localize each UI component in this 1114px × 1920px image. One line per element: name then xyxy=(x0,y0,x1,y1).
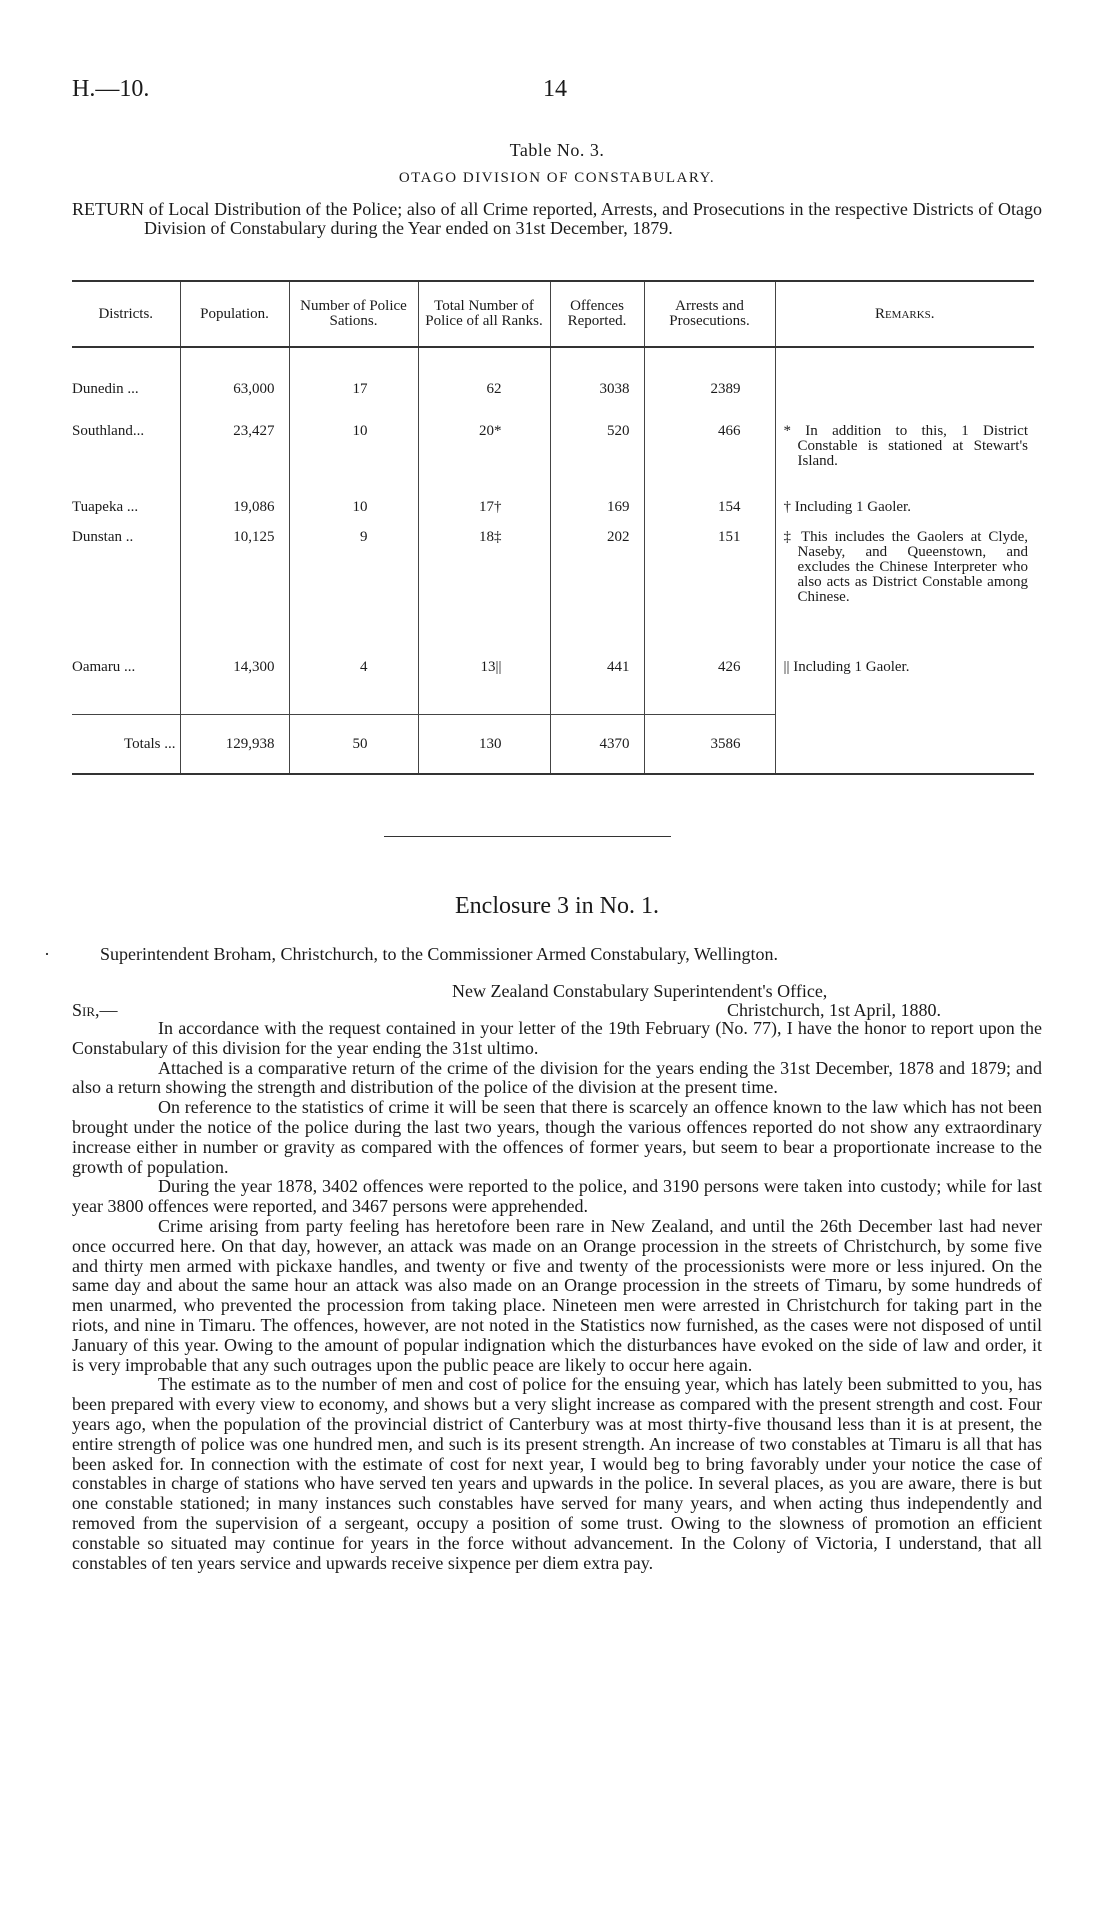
col-offences: Offences Reported. xyxy=(550,281,644,347)
letter-place-date: Christchurch, 1st April, 1880. xyxy=(727,1000,941,1020)
table-row xyxy=(72,424,1034,500)
cell-stations: 10 xyxy=(289,500,418,530)
cell-district: Oamaru ... xyxy=(72,659,136,675)
document-reference: H.—10. xyxy=(72,76,150,102)
distribution-table xyxy=(72,280,1034,775)
cell-police: 20* xyxy=(418,424,550,500)
cell-arrests: 2389 xyxy=(644,347,775,424)
col-stations: Number of Police Sations. xyxy=(289,281,418,347)
cell-stations: 9 xyxy=(289,530,418,660)
cell-population: 10,125 xyxy=(180,530,289,660)
cell-stations: 4 xyxy=(289,660,418,715)
letter-office: New Zealand Constabulary Superintendent's Office, xyxy=(452,981,828,1001)
cell-district: Dunstan .. xyxy=(72,529,134,545)
total-stations: 50 xyxy=(289,715,418,775)
remark-text: ‡ This includes the Gaolers at Clyde, Naseby, and Queenstown, and excludes the Chinese Interpreter who also acts as District Constable among Chinese. xyxy=(783,529,1028,605)
cell-offences: 520 xyxy=(550,424,644,500)
cell-district: Southland... xyxy=(72,423,145,439)
total-police: 130 xyxy=(418,715,550,775)
cell-district: Dunedin ... xyxy=(72,381,139,397)
cell-police: 13|| xyxy=(418,660,550,715)
cell-police: 18‡ xyxy=(418,530,550,660)
col-districts: Districts. xyxy=(72,281,180,347)
total-label: Totals ... xyxy=(72,715,180,775)
cell-arrests: 154 xyxy=(644,500,775,530)
table-row xyxy=(72,530,1034,660)
page-number: 14 xyxy=(543,76,567,102)
cell-district: Tuapeka ... xyxy=(72,499,139,515)
cell-arrests: 426 xyxy=(644,660,775,715)
table-header-row xyxy=(72,281,1034,347)
paragraph: Attached is a comparative return of the crime of the division for the years ending the 31st December, 1878 and 1879; and also a return showing the strength and distribution of the police of the division at the present time. xyxy=(72,1057,1042,1098)
remark-text: † Including 1 Gaoler. xyxy=(783,499,911,515)
paragraph: During the year 1878, 3402 offences were reported to the police, and 3190 persons were taken into custody; while for last year 3800 offences were reported, and 3467 persons were apprehended. xyxy=(72,1176,1042,1217)
paragraph: In accordance with the request contained in your letter of the 19th February (No. 77), I have the honor to report upon the Constabulary of this division for the year ending the 31st ultimo. xyxy=(72,1018,1042,1058)
letter-from-line: Superintendent Broham, Christchurch, to the Commissioner Armed Constabulary, Wellington. xyxy=(100,944,778,964)
cell-offences: 441 xyxy=(550,660,644,715)
table-row xyxy=(72,660,1034,715)
cell-stations: 17 xyxy=(289,347,418,424)
paragraph: On reference to the statistics of crime it will be seen that there is scarcely an offence known to the law which has not been brought under the notice of the police during the last two years, though the various offences reported do not show any extraordinary increase either in number or gravity as compared with the offences of former years, but seem to bear a proportionate increase to the growth of population. xyxy=(72,1097,1042,1177)
paragraph: Crime arising from party feeling has heretofore been rare in New Zealand, and until the 26th December last had never once occurred here. On that day, however, an attack was made on an Orange procession in the streets of Christchurch, by some five and thirty men armed with pickaxe handles, and twenty or five and twenty of the processionists were more or less injured. On the same day and about the same hour an attack was also made on an Orange procession in the streets of Timaru, by some hundreds of men unarmed, who prevented the procession from taking place. Nineteen men were arrested in Christchurch for taking part in the riots, and nine in Timaru. The offences, however, are not noted in the Statistics now furnished, as the cases were not disposed of until January of this year. Owing to the amount of popular indignation which the disturbances have evoked on the side of law and order, it is very improbable that any such outrages upon the public peace are likely to occur here again. xyxy=(72,1215,1042,1375)
margin-mark: · xyxy=(44,944,50,964)
total-remarks xyxy=(775,715,1034,775)
cell-remarks xyxy=(775,660,1034,715)
remark-text: || Including 1 Gaoler. xyxy=(783,659,910,675)
cell-police: 17† xyxy=(418,500,550,530)
cell-remarks xyxy=(775,500,1034,530)
letter-body xyxy=(72,1019,1042,1573)
col-remarks: Remarks. xyxy=(775,281,1034,347)
table-row xyxy=(72,500,1034,530)
col-police: Total Number of Police of all Ranks. xyxy=(418,281,550,347)
totals-row xyxy=(72,715,1034,775)
total-population: 129,938 xyxy=(180,715,289,775)
table-row xyxy=(72,347,1034,424)
cell-arrests: 151 xyxy=(644,530,775,660)
cell-population: 19,086 xyxy=(180,500,289,530)
paragraph: The estimate as to the number of men and cost of police for the ensuing year, which has lately been submitted to you, has been prepared with every view to economy, and shows but a very slight increase as compared with the present strength and cost. Four years ago, when the population of the provincial district of Canterbury was at most thirty-five thousand less than it is at present, the entire strength of police was one hundred men, and such is its present strength. An increase of two constables at Timaru is all that has been asked for. In connection with the estimate of cost for next year, I would beg to bring favorably under your notice the case of constables in charge of stations who have served ten years and upwards in the police. In several places, as you are aware, there is but one constable stationed; in many instances such constables have served for many years, and when acting thus independently and removed from the supervision of a sergeant, occupy a position of some trust. Owing to the slowness of promotion an efficient constable so situated may continue for years in the force without advancement. In the Colony of Victoria, I understand, that all constables of ten years service and upwards receive sixpence per diem extra pay. xyxy=(72,1374,1042,1573)
col-arrests: Arrests and Prosecutions. xyxy=(644,281,775,347)
cell-arrests: 466 xyxy=(644,424,775,500)
table-subtitle: OTAGO DIVISION OF CONSTABULARY. xyxy=(398,170,716,186)
table-body xyxy=(72,347,1034,774)
cell-population: 63,000 xyxy=(180,347,289,424)
cell-remarks xyxy=(775,424,1034,500)
cell-population: 14,300 xyxy=(180,660,289,715)
remark-text: * In addition to this, 1 District Constable is stationed at Stewart's Island. xyxy=(783,423,1028,469)
cell-offences: 3038 xyxy=(550,347,644,424)
cell-offences: 202 xyxy=(550,530,644,660)
letter-salutation: Sir,— xyxy=(72,1000,118,1020)
table-description: RETURN of Local Distribution of the Police; also of all Crime reported, Arrests, and Prosecutions in the respective Districts of Otago Division of Constabulary during the Year ended on 31st December, 1879. xyxy=(72,199,1042,238)
cell-remarks xyxy=(775,347,1034,424)
cell-police: 62 xyxy=(418,347,550,424)
table-title: Table No. 3. xyxy=(509,140,605,160)
total-offences: 4370 xyxy=(550,715,644,775)
section-divider xyxy=(384,836,671,837)
total-arrests: 3586 xyxy=(644,715,775,775)
enclosure-title: Enclosure 3 in No. 1. xyxy=(455,893,659,919)
cell-stations: 10 xyxy=(289,424,418,500)
col-population: Population. xyxy=(180,281,289,347)
cell-offences: 169 xyxy=(550,500,644,530)
cell-remarks xyxy=(775,530,1034,660)
cell-population: 23,427 xyxy=(180,424,289,500)
